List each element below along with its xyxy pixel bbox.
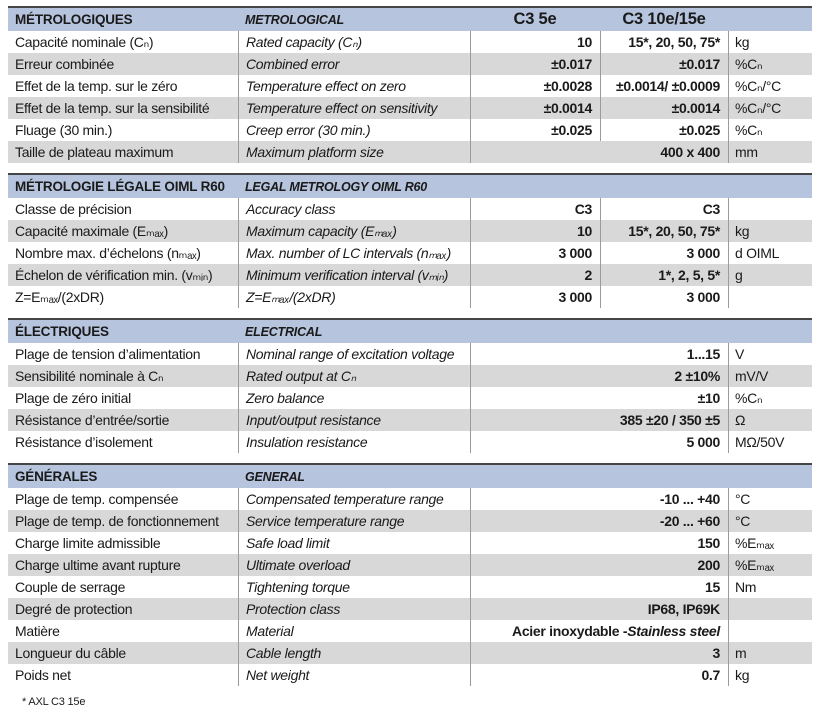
spec-section xyxy=(8,318,812,453)
row-value-c3-10e-15e: C3 xyxy=(600,198,728,220)
row-value-c3-10e-15e: 1*, 2, 5, 5* xyxy=(600,264,728,286)
section-title-en: ELECTRICAL xyxy=(245,324,323,339)
spec-section xyxy=(8,463,812,686)
row-unit: mm xyxy=(728,141,812,163)
row-value-text: -20 ... +60 xyxy=(659,513,720,529)
table-row xyxy=(8,598,812,620)
row-value-c3-10e-15e: 15*, 20, 50, 75* xyxy=(600,220,728,242)
section-rows xyxy=(8,198,812,308)
row-value-c3-5e: 3 000 xyxy=(470,286,600,308)
row-label-fr: Degré de protection xyxy=(15,601,133,617)
table-row xyxy=(8,409,812,431)
row-label-fr: Longueur du câble xyxy=(15,645,126,661)
row-value-c3-5e: C3 xyxy=(470,198,600,220)
section-title-en: METROLOGICAL xyxy=(245,12,344,27)
row-value-c3-5e: 2 xyxy=(470,264,600,286)
row-unit: mV/V xyxy=(728,365,812,387)
row-unit: kg xyxy=(728,220,812,242)
row-label-en: Tightening torque xyxy=(238,576,470,598)
row-unit: Ω xyxy=(728,409,812,431)
row-label-en: Temperature effect on zero xyxy=(238,75,470,97)
row-label-en: Protection class xyxy=(238,598,470,620)
row-value-text: 200 xyxy=(697,557,720,573)
row-unit: m xyxy=(728,642,812,664)
row-value-c3-10e-15e: ±0.0014 xyxy=(600,97,728,119)
table-row xyxy=(8,387,812,409)
row-label-fr: Plage de temp. de fonctionnement xyxy=(15,513,219,529)
row-label-fr: Nombre max. d’échelons (nₘₐₓ) xyxy=(15,244,201,261)
row-unit: %Cₙ xyxy=(728,53,812,75)
table-row xyxy=(8,286,812,308)
row-value-c3-5e: 10 xyxy=(470,220,600,242)
row-label-fr: Charge limite admissible xyxy=(15,535,161,551)
row-value-c3-5e: 3 000 xyxy=(470,242,600,264)
row-value-c3-10e-15e: 3 000 xyxy=(600,286,728,308)
row-unit xyxy=(728,598,812,620)
row-label-fr: Résistance d’isolement xyxy=(15,434,153,450)
row-value-merged xyxy=(470,620,728,642)
row-label-en: Combined error xyxy=(238,53,470,75)
row-value-text: 0.7 xyxy=(701,667,720,683)
section-title-fr: GÉNÉRALES xyxy=(15,469,98,484)
section-title-fr: MÉTROLOGIE LÉGALE OIML R60 xyxy=(15,179,225,194)
row-label-en: Maximum capacity (Eₘₐₓ) xyxy=(238,220,470,242)
table-row xyxy=(8,510,812,532)
row-unit: Nm xyxy=(728,576,812,598)
table-row xyxy=(8,664,812,686)
table-row xyxy=(8,53,812,75)
table-row xyxy=(8,620,812,642)
row-label-fr: Capacité nominale (Cₙ) xyxy=(15,33,154,50)
row-label-en: Insulation resistance xyxy=(238,431,470,453)
row-label-en: Rated output at Cₙ xyxy=(238,365,470,387)
table-row xyxy=(8,365,812,387)
row-value-merged xyxy=(470,365,728,387)
row-value-c3-10e-15e: ±0.0014/ ±0.0009 xyxy=(600,75,728,97)
section-title-fr: MÉTROLOGIQUES xyxy=(15,12,133,27)
table-row xyxy=(8,264,812,286)
row-label-fr: Échelon de vérification min. (vₘᵢₙ) xyxy=(15,266,213,283)
row-label-en: Z=Eₘₐₓ/(2xDR) xyxy=(238,286,470,308)
section-rows xyxy=(8,343,812,453)
row-label-en: Ultimate overload xyxy=(238,554,470,576)
row-label-en: Input/output resistance xyxy=(238,409,470,431)
table-row xyxy=(8,198,812,220)
row-label-fr: Poids net xyxy=(15,667,71,683)
table-row xyxy=(8,554,812,576)
row-label-en: Maximum platform size xyxy=(238,141,470,163)
row-value-merged xyxy=(470,532,728,554)
row-value-text: ±10 xyxy=(697,390,720,406)
table-row xyxy=(8,488,812,510)
row-label-en: Material xyxy=(238,620,470,642)
row-label-fr: Matière xyxy=(15,623,60,639)
row-value-text: 3 xyxy=(712,645,720,661)
table-row xyxy=(8,97,812,119)
row-value-c3-10e-15e: ±0.017 xyxy=(600,53,728,75)
row-value-merged xyxy=(470,387,728,409)
section-header xyxy=(8,175,812,198)
row-value-merged xyxy=(470,642,728,664)
section-rows xyxy=(8,31,812,163)
row-label-fr: Sensibilité nominale à Cₙ xyxy=(15,367,164,384)
row-value-merged xyxy=(470,488,728,510)
row-label-en: Creep error (30 min.) xyxy=(238,119,470,141)
row-unit: V xyxy=(728,343,812,365)
row-value-text: -10 ... +40 xyxy=(659,491,720,507)
table-row xyxy=(8,31,812,53)
table-row xyxy=(8,242,812,264)
row-label-en: Safe load limit xyxy=(238,532,470,554)
table-row xyxy=(8,576,812,598)
table-row xyxy=(8,642,812,664)
section-header xyxy=(8,320,812,343)
row-unit: %Cₙ xyxy=(728,387,812,409)
table-row xyxy=(8,220,812,242)
row-value-text: 2 ±10% xyxy=(674,368,720,384)
row-label-en: Service temperature range xyxy=(238,510,470,532)
row-value-merged xyxy=(470,510,728,532)
row-label-en: Cable length xyxy=(238,642,470,664)
row-label-en: Accuracy class xyxy=(238,198,470,220)
row-value-merged xyxy=(470,343,728,365)
row-value-merged xyxy=(470,431,728,453)
row-label-en: Net weight xyxy=(238,664,470,686)
row-unit xyxy=(728,286,812,308)
row-unit: %Eₘₐₓ xyxy=(728,532,812,554)
column-header-c3-10e-15e: C3 10e/15e xyxy=(622,10,706,28)
row-label-fr: Effet de la temp. sur la sensibilité xyxy=(15,100,210,116)
row-label-fr: Plage de tension d’alimentation xyxy=(15,346,201,362)
row-value-text: 15 xyxy=(705,579,720,595)
row-value-merged xyxy=(470,554,728,576)
spec-section xyxy=(8,6,812,163)
table-row xyxy=(8,119,812,141)
row-label-en: Max. number of LC intervals (nₘₐₓ) xyxy=(238,242,470,264)
row-unit: %Eₘₐₓ xyxy=(728,554,812,576)
row-value-c3-5e: ±0.017 xyxy=(470,53,600,75)
table-row xyxy=(8,343,812,365)
row-unit: MΩ/50V xyxy=(728,431,812,453)
row-value-text: 5 000 xyxy=(686,434,720,450)
row-value-c3-5e: ±0.025 xyxy=(470,119,600,141)
row-label-fr: Plage de temp. compensée xyxy=(15,491,179,507)
row-label-fr: Couple de serrage xyxy=(15,579,126,595)
row-label-en: Minimum verification interval (vₘᵢₙ) xyxy=(238,264,470,286)
table-row xyxy=(8,75,812,97)
row-label-en: Temperature effect on sensitivity xyxy=(238,97,470,119)
row-label-en: Nominal range of excitation voltage xyxy=(238,343,470,365)
row-label-fr: Erreur combinée xyxy=(15,56,114,72)
row-label-fr: Effet de la temp. sur le zéro xyxy=(15,78,178,94)
row-value-merged xyxy=(470,576,728,598)
footnote: * AXL C3 15e xyxy=(22,696,86,708)
row-value-merged xyxy=(470,598,728,620)
row-value-c3-5e: ±0.0028 xyxy=(470,75,600,97)
row-unit: kg xyxy=(728,664,812,686)
table-row xyxy=(8,431,812,453)
row-label-en: Zero balance xyxy=(238,387,470,409)
row-value-text: 385 ±20 / 350 ±5 xyxy=(619,412,720,428)
row-unit: kg xyxy=(728,31,812,53)
row-unit: °C xyxy=(728,510,812,532)
row-value-text: 1...15 xyxy=(686,346,720,362)
row-value-merged xyxy=(470,409,728,431)
row-unit: %Cₙ xyxy=(728,119,812,141)
row-label-fr: Taille de plateau maximum xyxy=(15,144,174,160)
section-header xyxy=(8,8,812,31)
row-label-en: Rated capacity (Cₙ) xyxy=(238,31,470,53)
row-value-c3-10e-15e: 15*, 20, 50, 75* xyxy=(600,31,728,53)
row-value-text: Acier inoxydable - xyxy=(512,623,628,639)
row-value-merged xyxy=(470,141,728,163)
row-label-fr: Classe de précision xyxy=(15,201,132,217)
row-label-fr: Charge ultime avant rupture xyxy=(15,557,181,573)
row-unit xyxy=(728,620,812,642)
section-header xyxy=(8,465,812,488)
row-unit: °C xyxy=(728,488,812,510)
section-title-en: GENERAL xyxy=(245,469,305,484)
row-label-fr: Capacité maximale (Eₘₐₓ) xyxy=(15,222,168,239)
row-value-text: 150 xyxy=(697,535,720,551)
row-unit: d OIML xyxy=(728,242,812,264)
section-title-en: LEGAL METROLOGY OIML R60 xyxy=(245,179,428,194)
row-label-fr: Résistance d’entrée/sortie xyxy=(15,412,170,428)
row-value-c3-5e: 10 xyxy=(470,31,600,53)
row-value-text-italic: Stainless steel xyxy=(627,623,720,639)
spec-section xyxy=(8,173,812,308)
row-unit: %Cₙ/°C xyxy=(728,97,812,119)
section-rows xyxy=(8,488,812,686)
row-label-fr: Z=Eₘₐₓ/(2xDR) xyxy=(15,288,104,305)
row-value-text: IP68, IP69K xyxy=(647,601,720,617)
row-label-fr: Plage de zéro initial xyxy=(15,390,131,406)
row-unit: g xyxy=(728,264,812,286)
row-unit xyxy=(728,198,812,220)
row-value-c3-10e-15e: ±0.025 xyxy=(600,119,728,141)
table-row xyxy=(8,532,812,554)
row-value-c3-10e-15e: 3 000 xyxy=(600,242,728,264)
row-value-text: 400 x 400 xyxy=(660,144,720,160)
table-row xyxy=(8,141,812,163)
row-label-fr: Fluage (30 min.) xyxy=(15,122,113,138)
column-header-c3-5e: C3 5e xyxy=(513,10,557,28)
row-unit: %Cₙ/°C xyxy=(728,75,812,97)
spec-sections xyxy=(8,6,812,686)
row-value-merged xyxy=(470,664,728,686)
row-label-en: Compensated temperature range xyxy=(238,488,470,510)
section-title-fr: ÉLECTRIQUES xyxy=(15,324,109,339)
row-value-c3-5e: ±0.0014 xyxy=(470,97,600,119)
